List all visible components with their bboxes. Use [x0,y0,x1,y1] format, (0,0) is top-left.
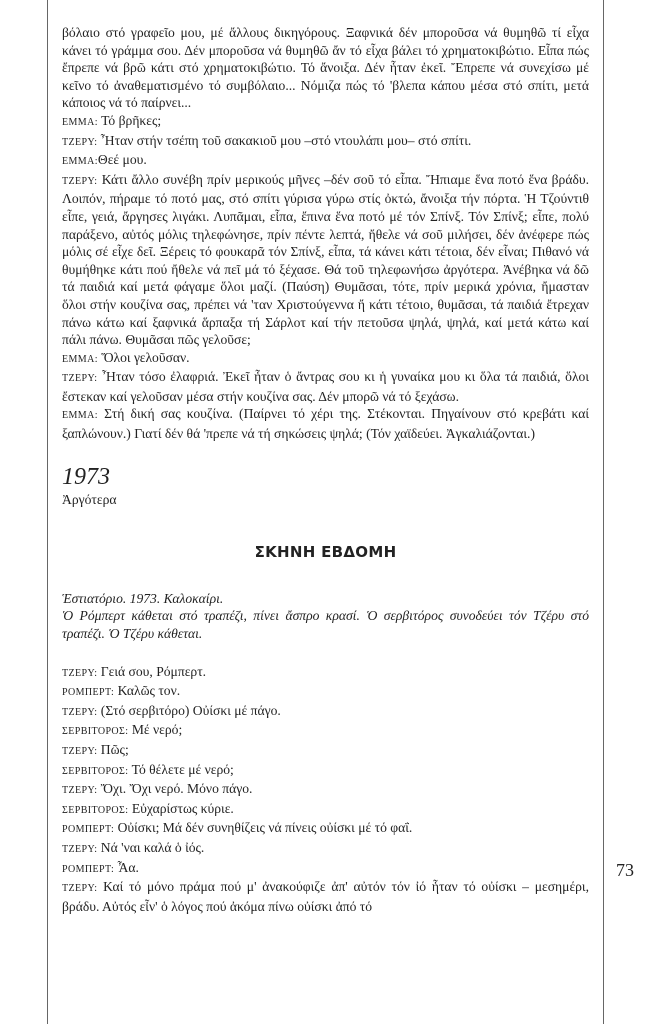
dialogue-line [62,349,589,369]
dialogue-block-a [62,112,589,443]
line-text: Ἦταν στήν τσέπη τοῦ σακακιοῦ μου –στό ντουλάπι μου– στό σπίτι. [100,132,472,148]
line-text: Ὅλοι γελοῦσαν. [101,349,190,365]
dialogue-line [62,741,589,761]
dialogue-line [62,132,589,152]
dialogue-line [62,112,589,132]
line-text: Εὐχαρίστως κύριε. [131,800,234,816]
line-text: Γειά σου, Ρόμπερτ. [100,663,207,679]
line-text: Μέ νερό; [131,722,183,738]
line-text: (Στό σερβιτόρο) Οὐίσκι μέ πάγο. [100,702,281,718]
dialogue-line [62,721,589,741]
line-text: Ἆα. [117,859,139,875]
line-text: Τό θέλετε μέ νερό; [131,761,234,777]
speaker-label: ΡΟΜΠΕΡΤ: [62,687,115,699]
dialogue-line [62,702,589,722]
speaker-label: ΤΖΕΡΥ: [62,373,98,385]
line-text: Θεέ μου. [97,152,147,168]
dialogue-line [62,151,589,171]
line-text: Νά 'ναι καλά ὁ ἰός. [100,839,205,855]
dialogue-line [62,171,589,349]
line-text: Ὄχι. Ὄχι νερό. Μόνο πάγο. [100,781,253,797]
line-text: Καλῶς τον. [117,683,181,699]
dialogue-line [62,839,589,859]
speaker-label: ΣΕΡΒΙΤΟΡΟΣ: [62,726,129,738]
dialogue-line [62,819,589,839]
line-text: Καί τό μόνο πράμα πού μ' ἀνακούφιζε ἀπ' αὐτόν τόν ἰό ἦταν τό οὐίσκι – μεσημέρι, βράδυ. Αὐτός εἶν' ὁ λόγος πού ἀκόμα πίνω οὐίσκι ἀπό τό [62,879,589,914]
speaker-label: ΤΖΕΡΥ: [62,883,98,895]
line-text: Κάτι ἄλλο συνέβη πρίν μερικούς μῆνες –δέν σοῦ τό εἶπα. Ἤπιαμε ἕνα ποτό ἕνα βράδυ. Λοιπόν, πήραμε τό ποτό μας, στό σπίτι γύρισα γύρω στίς ὀκτώ, ἄνοιξα τήν πόρτα. Ἡ Τζούντιθ εἶπε, γειά, ἄργησες λιγάκι. Λυπᾶμαι, εἶπα, ἔπινα ἕνα ποτό μέ τόν Σπίνξ. Τόν Σπίνξ; εἶπε, πολύ παράξενο, αὐτός μόλις τηλεφώνησε, πρίν πέντε λεπτά, ἤθελε νά σοῦ μιλήσει, δέν ἀνέφερε πώς μόλις σέ εἶχε δεῖ. Ξέρεις τό φουκαρᾶ τόν Σπίνξ, εἶπα, τά κάνει κάτι τέτοια, δέν εἶναι; Πιθανό νά θυμήθηκε κάτι πού ἤθελε νά πεῖ μά τό ξέχασε. Θά τοῦ τηλεφωνήσω ἀργότερα. Ἀνέβηκα νά δῶ τά παιδιά καί μετά φάγαμε ὅλοι μαζί. (Παύση) Θυμᾶσαι, τότε, πρίν μερικά χρόνια, ἤμασταν ὅλοι στήν κουζίνα σας, πρέπει νά 'ταν Χριστούγεννα ἤ κάτι τέτοιο, θυμᾶσαι, τά παιδιά ἔτρεχαν πάνω κάτω καί ξαφνικά ἅρπαξα τή Σάρλοτ καί τήν πετοῦσα ψηλά, ψηλά, καί μετά κάτω καί πάλι πάνω. Θυμᾶσαι πῶς γελοῦσε; [62,171,589,348]
dialogue-line [62,682,589,702]
page-number: 73 [616,860,634,880]
year-subtitle: Ἀργότερα [62,491,117,507]
right-margin-rule [603,0,604,1024]
line-text: Πῶς; [100,742,129,757]
year-heading: 1973 [62,463,110,490]
speaker-label: ΤΖΕΡΥ: [62,136,98,148]
left-margin-rule [47,0,48,1024]
scene-title: ΣΚΗΝΗ ΕΒΔΟΜΗ [254,543,397,562]
speaker-label: ΤΖΕΡΥ: [62,843,98,855]
speaker-label: ΕΜΜΑ: [62,353,98,365]
spacer [62,643,589,663]
dialogue-line [62,663,589,683]
speaker-label: ΤΖΕΡΥ: [62,746,98,757]
speaker-label: ΡΟΜΠΕΡΤ: [62,863,115,875]
line-text: Οὐίσκι; Μά δέν συνηθίζεις νά πίνεις οὐίσκι μέ τό φαΐ. [117,820,413,836]
speaker-label: ΕΜΜΑ: [62,410,98,422]
speaker-label: ΕΜΜΑ: [62,116,98,128]
dialogue-line [62,859,589,879]
speaker-label: ΤΖΕΡΥ: [62,175,98,187]
line-text: Τό βρῆκες; [101,112,162,128]
dialogue-line [62,780,589,800]
speaker-label: ΤΖΕΡΥ: [62,706,98,718]
dialogue-line [62,800,589,820]
stage-direction: Ἑστιατόριο. 1973. Καλοκαίρι. [62,590,224,606]
speaker-label: ΕΜΜΑ: [62,156,98,168]
dialogue-line [62,761,589,781]
line-text: Στή δική σας κουζίνα. (Παίρνει τό χέρι της. Στέκονται. Πηγαίνουν στό κρεβάτι καί ξαπλώνουν.) Γιατί δέν θά 'πρεπε νά τή σηκώσεις ψηλά; (Τόν χαϊδεύει. Ἀγκαλιάζονται.) [62,406,589,442]
speaker-label: ΣΕΡΒΙΤΟΡΟΣ: [62,765,129,777]
stage-direction: Ὁ Ρόμπερτ κάθεται στό τραπέζι, πίνει ἄσπρο κρασί. Ὁ σερβιτόρος συνοδεύει τόν Τζέρυ στό τραπέζι. Ὁ Τζέρυ κάθεται. [62,608,589,642]
speaker-label: ΣΕΡΒΙΤΟΡΟΣ: [62,804,129,816]
dialogue-line [62,405,589,442]
dialogue-line [62,368,589,405]
speaker-label: ΡΟΜΠΕΡΤ: [62,824,115,836]
speaker-label: ΤΖΕΡΥ: [62,785,98,797]
dialogue-block-b [62,663,589,916]
speaker-label: ΤΖΕΡΥ: [62,667,98,679]
continued-paragraph: βόλαιο στό γραφεῖο μου, μέ ἄλλους δικηγόρους. Ξαφνικά δέν μποροῦσα νά θυμηθῶ τί εἶχα κάνει τό γράμμα σου. Δέν μποροῦσα νά θυμηθῶ ἄν τό εἶχα βάλει τό χρηματοκιβώτιο. Εἶπα πώς ἔπρεπε νά βρῶ κάτι στό χρηματοκιβώτιο. Τό ἄνοιξα. Δέν ἦταν ἐκεῖ. Ἔπρεπε νά συνεχίσω μέ κεῖνο τό ἀναθεματισμένο τό συμβόλαιο... Νόμιζα πώς τό 'βλεπα κάπου μέσα στό σπίτι, μετά κάποιος νά τό παίρνει... [62,25,589,111]
page-text-column [62,24,589,915]
line-text: Ἦταν τόσο ἐλαφριά. Ἐκεῖ ἦταν ὁ ἄντρας σου κι ἡ γυναίκα μου κι ὅλα τά παιδιά, ὅλοι ἔστεκαν καί γελοῦσαν μέσα στήν κουζίνα σας. Δέν μπορῶ νά τό ξεχάσω. [62,369,589,404]
dialogue-line [62,878,589,915]
